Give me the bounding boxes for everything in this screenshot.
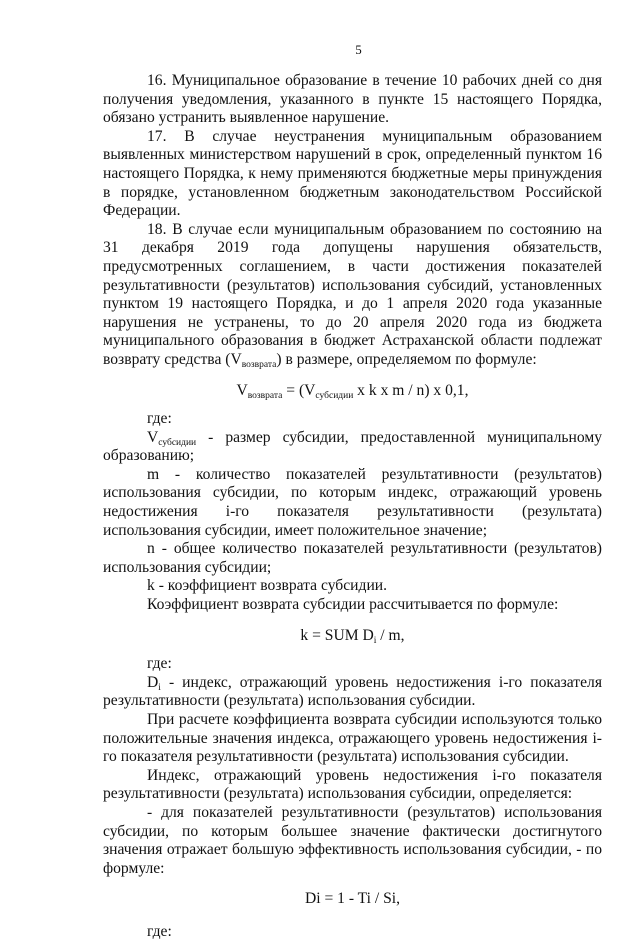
definition-di — [103, 674, 602, 711]
formula-middle: = (V — [282, 381, 316, 399]
formula-v-subscript-subsidy: субсидии — [315, 390, 354, 401]
paragraph-18 — [103, 221, 602, 370]
paragraph-17: 17. В случае неустранения муниципальным образованием выявленных министерством нарушений в срок, определенный пунктом 16 настоящего Порядка, к нему применяются бюджетные меры принуждения в порядке, установленном бюджетным законодательством Российской Федерации. — [103, 127, 602, 220]
formula-k-tail: / m, — [376, 626, 405, 644]
formula-v-subscript-return: возврата — [247, 390, 283, 401]
definition-k: k - коэффициент возврата субсидии. — [147, 577, 388, 595]
paragraph-positive-values: При расчете коэффициента возврата субсидии используются только положительные значения индекса, отражающего уровень недостижения i-го показателя результативности (результата) использования субсидии. — [103, 711, 602, 766]
paragraph-18-text: 18. В случае если муниципальным образованием по состоянию на 31 декабря 2019 года допущены нарушения обязательств, предусмотренных соглашением, в части достижения показателей результативности (результатов) использования субсидий, установленных пунктом 19 настоящего Порядка, и до 1 апреля 2020 года указанные нарушения не устранены, то до 20 апреля 2020 года из бюджета муниципального образования в бюджет Астраханской области подлежат возврату средства (V — [103, 220, 602, 368]
formula-k-subscript: i — [373, 635, 377, 646]
page-number: 5 — [355, 42, 362, 57]
definition-v-subsidy — [103, 429, 602, 466]
definition-m: m - количество показателей результативности (результатов) использования субсидии, по которым индекс, отражающий уровень недостижения i-го показателя результативности (результата) использования субсидии, имеет положительное значение; — [103, 465, 602, 539]
definition-v-text: - размер субсидии, предоставленной муниципальному образованию; — [103, 428, 602, 465]
formula-tail: x k x m / n) x 0,1, — [353, 381, 469, 399]
where-label-2: где: — [147, 655, 172, 673]
formula-return-amount — [103, 382, 602, 401]
paragraph-18-text-end: ) в размере, определяемом по формуле: — [276, 350, 537, 368]
definition-di-text: - индекс, отражающий уровень недостижения i-го показателя результативности (результата) использования субсидии. — [103, 673, 602, 710]
where-label-3: где: — [147, 922, 172, 940]
paragraph-16: 16. Муниципальное образование в течение 10 рабочих дней со дня получения уведомления, указанного в пункте 15 настоящего Порядка, обязано устранить выявленное нарушение. — [103, 72, 602, 127]
paragraph-index-definition: Индекс, отражающий уровень недостижения i-го показателя результативности (результата) использования субсидии, определяется: — [103, 766, 602, 803]
formula-di: Di = 1 - Ti / Si, — [304, 890, 401, 908]
definition-di-subscript: i — [158, 682, 161, 693]
formula-k-head: k = SUM D — [300, 626, 374, 644]
definition-v-subscript: субсидии — [158, 437, 197, 448]
definition-v-symbol: V — [147, 428, 159, 446]
formula-return-coefficient — [103, 627, 602, 646]
where-label-1: где: — [147, 410, 172, 428]
definition-di-symbol: D — [147, 673, 159, 691]
definition-n: n - общее количество показателей результативности (результатов) использования субсидии; — [103, 540, 602, 576]
k-formula-intro: Коэффициент возврата субсидии рассчитывается по формуле: — [147, 596, 559, 614]
paragraph-18-subscript: возврата — [241, 359, 277, 370]
formula-v-symbol: V — [236, 381, 248, 399]
paragraph-indicator-case: - для показателей результативности (результатов) использования субсидии, по которым большее значение фактически достигнутого значения отражает большую эффективность использования субсидии, - по формуле: — [103, 803, 602, 877]
